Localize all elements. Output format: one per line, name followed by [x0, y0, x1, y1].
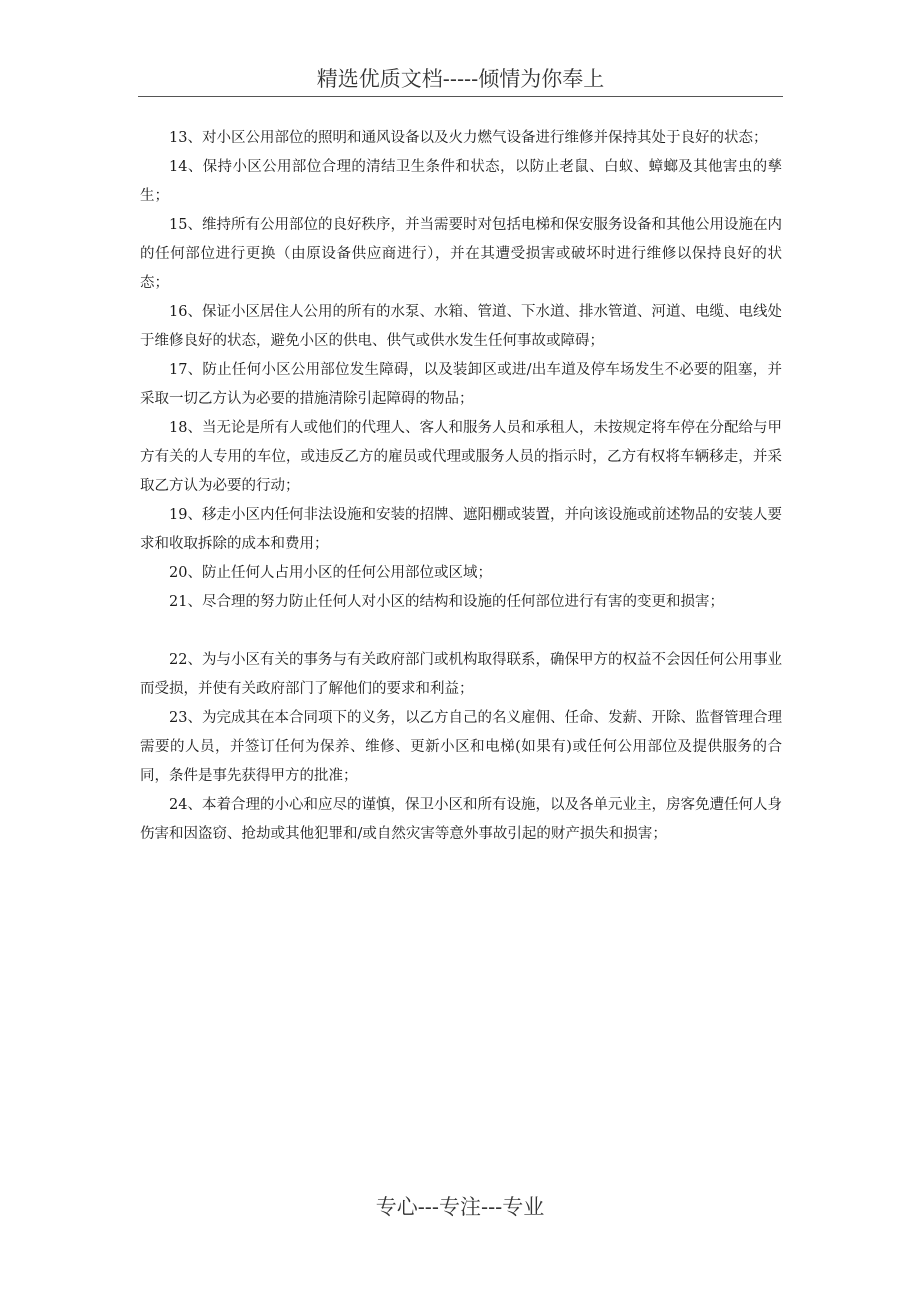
- paragraph-13: 13、对小区公用部位的照明和通风设备以及火力燃气设备进行维修并保持其处于良好的状态；: [169, 130, 768, 146]
- paragraph-15: 15、维持所有公用部位的良好秩序，并当需要时对包括电梯和保安服务设备和其他公用设施在内的任何部位进行更换（由原设备供应商进行），并在其遭受损害或破坏时进行维修以保持良好的状态；: [140, 217, 782, 291]
- paragraph-19: 19、移走小区内任何非法设施和安装的招牌、遮阳棚或装置，并向该设施或前述物品的安装人要求和收取拆除的成本和费用；: [140, 507, 782, 552]
- paragraph-24: 24、本着合理的小心和应尽的谨慎，保卫小区和所有设施，以及各单元业主，房客免遭任何人身伤害和因盗窃、抢劫或其他犯罪和/或自然灾害等意外事故引起的财产损失和损害；: [140, 797, 782, 842]
- paragraph-16: 16、保证小区居住人公用的所有的水泵、水箱、管道、下水道、排水管道、河道、电缆、电线处于维修良好的状态，避免小区的供电、供气或供水发生任何事故或障碍；: [140, 304, 782, 349]
- paragraph-18: 18、当无论是所有人或他们的代理人、客人和服务人员和承租人，未按规定将车停在分配给与甲方有关的人专用的车位，或违反乙方的雇员或代理或服务人员的指示时，乙方有权将车辆移走，并采取乙方认为必要的行动；: [140, 420, 782, 494]
- paragraph-17: 17、防止任何小区公用部位发生障碍，以及装卸区或进/出车道及停车场发生不必要的阻塞，并采取一切乙方认为必要的措施清除引起障碍的物品；: [140, 362, 782, 407]
- document-body: [140, 124, 782, 849]
- page-header-title: 精选优质文档-----倾情为你奉上: [316, 67, 605, 91]
- paragraph-20: 20、防止任何人占用小区的任何公用部位或区域；: [169, 565, 492, 581]
- paragraph-21: 21、尽合理的努力防止任何人对小区的结构和设施的任何部位进行有害的变更和损害；: [169, 594, 724, 610]
- paragraph-14: 14、保持小区公用部位合理的清结卫生条件和状态，以防止老鼠、白蚁、蟑螂及其他害虫的孳生；: [140, 159, 782, 204]
- header-divider: [138, 96, 783, 97]
- page-footer-text: 专心---专注---专业: [375, 1195, 545, 1219]
- blank-line: [140, 617, 782, 646]
- paragraph-23: 23、为完成其在本合同项下的义务，以乙方自己的名义雇佣、任命、发薪、开除、监督管理合理需要的人员，并签订任何为保养、维修、更新小区和电梯(如果有)或任何公用部位及提供服务的合同，条件是事先获得甲方的批准；: [140, 710, 782, 784]
- paragraph-22: 22、为与小区有关的事务与有关政府部门或机构取得联系，确保甲方的权益不会因任何公用事业而受损，并使有关政府部门了解他们的要求和利益；: [140, 652, 782, 697]
